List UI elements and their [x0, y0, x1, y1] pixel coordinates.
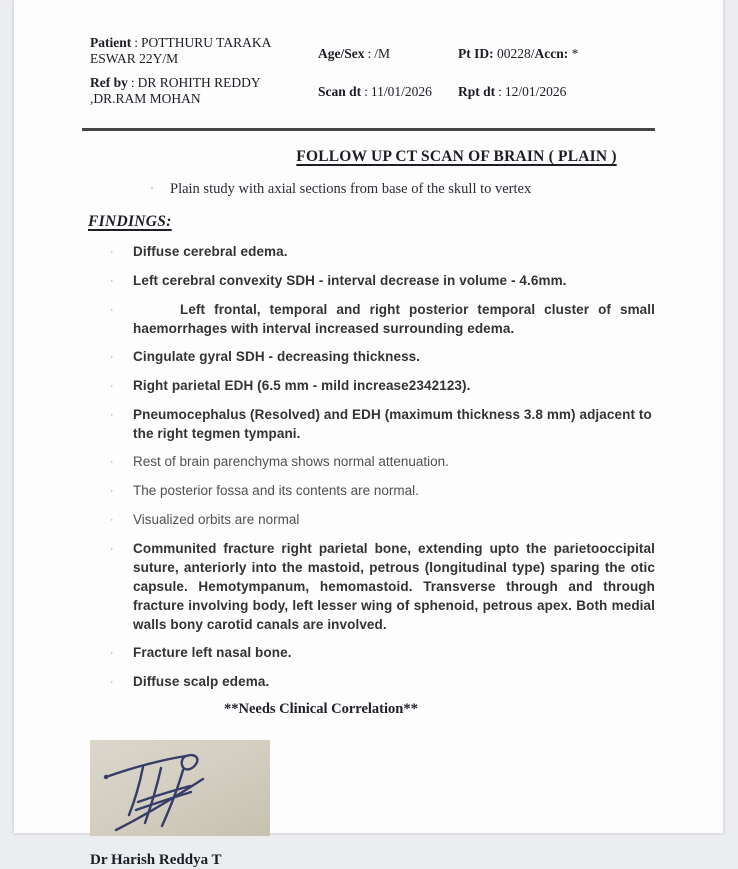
- bullet-icon: ·: [110, 379, 114, 392]
- bullet-icon: ·: [150, 180, 154, 195]
- report-title: FOLLOW UP CT SCAN OF BRAIN ( PLAIN ): [296, 147, 617, 165]
- finding-item: [90, 672, 655, 692]
- finding-item: [90, 405, 655, 443]
- accn-label: Accn:: [534, 45, 569, 61]
- separator: :: [134, 35, 139, 50]
- separator: :: [498, 83, 502, 99]
- refby-row: [90, 75, 318, 108]
- finding-item: [90, 347, 655, 367]
- finding-text: Left cerebral convexity SDH - interval decrease in volume - 4.6mm.: [133, 272, 567, 288]
- finding-item: [90, 242, 655, 262]
- finding-text: Communited fracture right parietal bone, extending upto the parietooccipital suture, anteriorly into the mastoid, petrous (longitudinal type) sparing the otic capsule. Hemotympanum, hemomastoid. Transverse through and through fracture involving body, left lesser wing of sphenoid, petrous apex. Both medial walls bony carotid canals are involved.: [133, 540, 655, 632]
- bullet-icon: ·: [110, 274, 114, 287]
- finding-item: [90, 643, 655, 663]
- finding-text: The posterior fossa and its contents are normal.: [133, 482, 419, 498]
- correlation-note: **Needs Clinical Correlation**: [224, 700, 418, 717]
- header-right-column: [458, 35, 655, 115]
- finding-item: [90, 539, 655, 634]
- finding-text: Right parietal EDH (6.5 mm - mild increase2342123).: [133, 377, 471, 393]
- finding-text: Visualized orbits are normal: [133, 511, 300, 527]
- agesex-row: [318, 46, 458, 62]
- title-row: [90, 148, 655, 166]
- finding-text: Fracture left nasal bone.: [133, 644, 292, 660]
- finding-item: [90, 300, 655, 338]
- separator: :: [364, 83, 368, 99]
- bullet-icon: ·: [110, 513, 114, 526]
- finding-item: [90, 481, 655, 501]
- finding-item: [90, 452, 655, 472]
- finding-text: Pneumocephalus (Resolved) and EDH (maximum thickness 3.8 mm) adjacent to the right tegmen tympani.: [133, 406, 652, 441]
- finding-text: Rest of brain parenchyma shows normal attenuation.: [133, 453, 449, 469]
- accn-value: *: [571, 45, 579, 61]
- findings-heading: FINDINGS:: [88, 212, 172, 230]
- rptdt-row: [458, 84, 655, 100]
- separator: :: [130, 74, 135, 90]
- finding-item: [90, 376, 655, 396]
- signature-scrawl-icon: [90, 740, 270, 836]
- report-header: [90, 35, 655, 115]
- finding-text: Diffuse scalp edema.: [133, 673, 270, 689]
- bullet-icon: ·: [110, 408, 114, 421]
- scandt-label: Scan dt: [318, 83, 362, 99]
- bullet-icon: ·: [110, 303, 114, 316]
- refby-value: DR ROHITH REDDY ,DR.RAM MOHAN: [90, 74, 261, 107]
- patient-label: Patient: [90, 35, 132, 50]
- header-divider: [82, 128, 655, 131]
- patient-value: POTTHURU TARAKA ESWAR 22Y/M: [90, 35, 271, 67]
- finding-text: Left frontal, temporal and right posterior temporal cluster of small haemorrhages with interval increased surrounding edema.: [133, 301, 655, 336]
- bullet-icon: ·: [110, 675, 114, 688]
- separator: :: [367, 45, 372, 61]
- finding-item: [90, 271, 655, 291]
- report-page: [14, 0, 723, 868]
- scandt-row: [318, 84, 458, 100]
- finding-text: Diffuse cerebral edema.: [133, 243, 288, 259]
- signature-image: [90, 740, 270, 836]
- ptid-label: Pt ID:: [458, 45, 494, 61]
- bullet-icon: ·: [110, 350, 114, 363]
- study-description: [90, 181, 655, 198]
- bullet-icon: ·: [110, 245, 114, 258]
- signing-doctor-name: Dr Harish Reddya T: [90, 851, 222, 868]
- ptid-row: [458, 46, 655, 62]
- rptdt-label: Rpt dt: [458, 83, 496, 99]
- refby-label: Ref by: [90, 74, 128, 90]
- header-patient-column: [90, 35, 318, 115]
- rptdt-value: 12/01/2026: [504, 83, 567, 99]
- scandt-value: 11/01/2026: [370, 83, 432, 99]
- bullet-icon: ·: [110, 542, 114, 555]
- finding-item: [90, 510, 655, 530]
- bullet-icon: ·: [110, 484, 114, 497]
- bullet-icon: ·: [110, 455, 114, 468]
- header-mid-column: [318, 35, 458, 115]
- findings-list: [90, 242, 655, 692]
- bullet-icon: ·: [110, 646, 114, 659]
- patient-row: [90, 35, 318, 68]
- finding-text: Cingulate gyral SDH - decreasing thickness.: [133, 348, 421, 364]
- study-description-text: Plain study with axial sections from base of the skull to vertex: [170, 180, 532, 197]
- agesex-label: Age/Sex: [318, 45, 365, 61]
- agesex-value: /M: [374, 45, 391, 61]
- ptid-value: 00228/: [497, 45, 535, 61]
